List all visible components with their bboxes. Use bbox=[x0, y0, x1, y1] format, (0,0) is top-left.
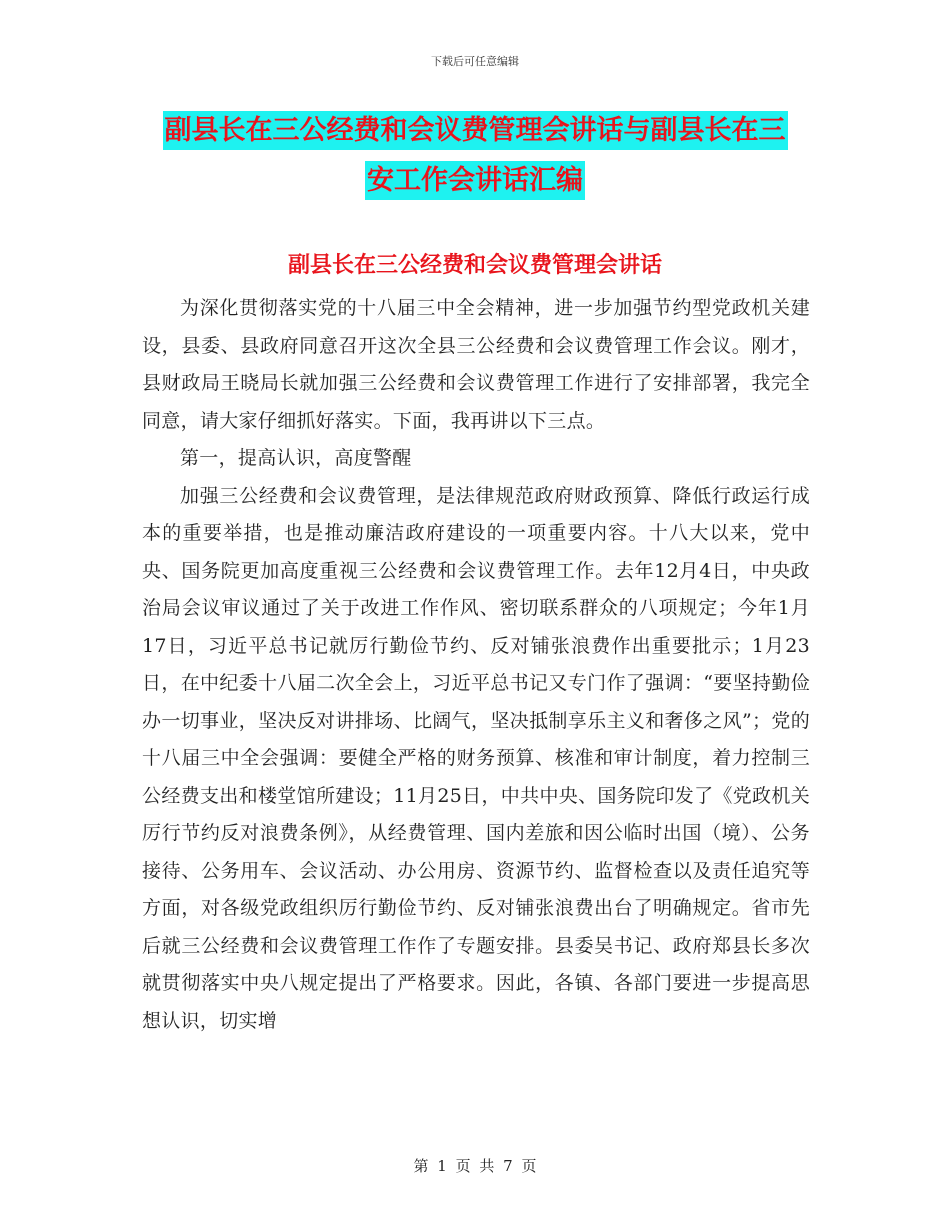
section-title: 副县长在三公经费和会议费管理会讲话 bbox=[287, 253, 662, 278]
document-title-line-2: 安工作会讲话汇编 bbox=[365, 161, 585, 200]
document-title-line-1: 副县长在三公经费和会议费管理会讲话与副县长在三 bbox=[163, 111, 788, 150]
document-title bbox=[120, 106, 830, 206]
document-body bbox=[142, 290, 810, 1040]
paragraph-first-point-body: 加强三公经费和会议费管理，是法律规范政府财政预算、降低行政运行成本的重要举措，也是推动廉洁政府建设的一项重要内容。十八大以来，党中央、国务院更加高度重视三公经费和会议费管理工作。去年12月4日，中央政治局会议审议通过了关于改进工作作风、密切联系群众的八项规定；今年1月17日，习近平总书记就厉行勤俭节约、反对铺张浪费作出重要批示；1月23日，在中纪委十八届二次全会上，习近平总书记又专门作了强调：“要坚持勤俭办一切事业，坚决反对讲排场、比阔气，坚决抵制享乐主义和奢侈之风”；党的十八届三中全会强调：要健全严格的财务预算、核准和审计制度，着力控制三公经费支出和楼堂馆所建设；11月25日，中共中央、国务院印发了《党政机关厉行节约反对浪费条例》，从经费管理、国内差旅和因公临时出国（境）、公务接待、公务用车、会议活动、办公用房、资源节约、监督检查以及责任追究等方面，对各级党政组织厉行勤俭节约、反对铺张浪费出台了明确规定。省市先后就三公经费和会议费管理工作作了专题安排。县委吴书记、政府郑县长多次就贯彻落实中央八规定提出了严格要求。因此，各镇、各部门要进一步提高思想认识，切实增 bbox=[142, 484, 810, 1032]
header-note: 下载后可任意编辑 bbox=[431, 55, 519, 68]
paragraph-heading-first-point: 第一，提高认识，高度警醒 bbox=[180, 447, 412, 469]
paragraph-intro: 为深化贯彻落实党的十八届三中全会精神，进一步加强节约型党政机关建设，县委、县政府同意召开这次全县三公经费和会议费管理工作会议。刚才，县财政局王晓局长就加强三公经费和会议费管理工作进行了安排部署，我完全同意，请大家仔细抓好落实。下面，我再讲以下三点。 bbox=[142, 297, 810, 432]
page-number-footer: 第 1 页 共 7 页 bbox=[413, 1157, 537, 1175]
